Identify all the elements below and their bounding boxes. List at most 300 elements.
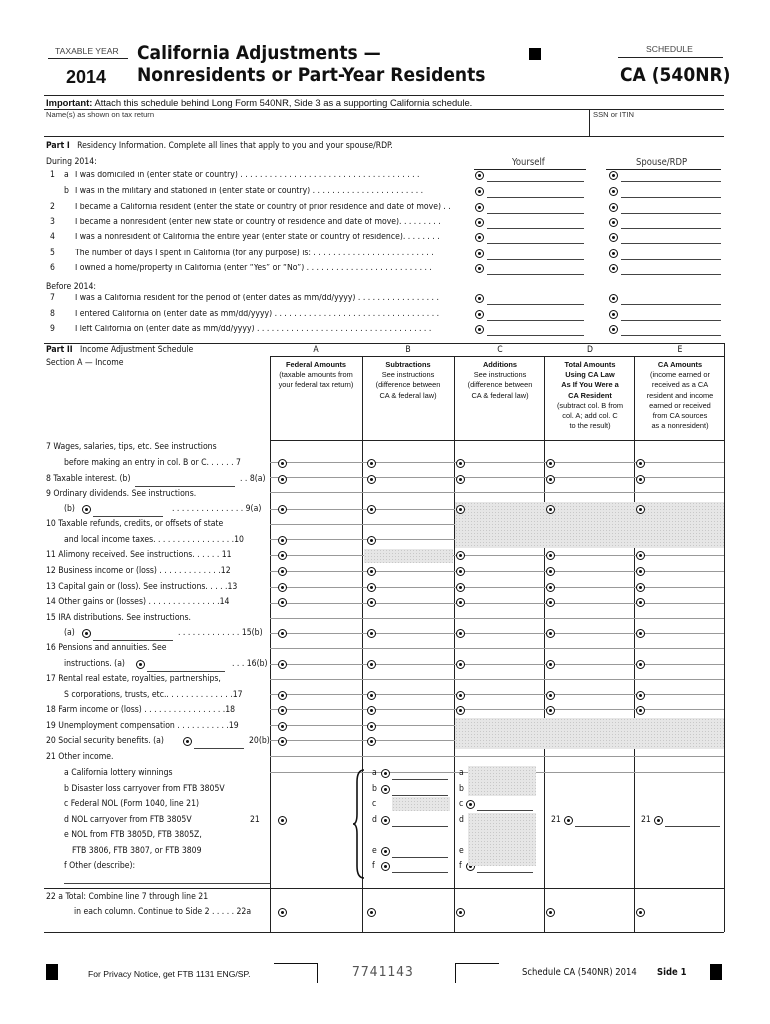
column-c-heading-line: (difference between <box>467 380 533 390</box>
line21-sub-label: d NOL carryover from FTB 3805V <box>64 815 192 825</box>
col-e-line8-field[interactable] <box>647 473 723 487</box>
column-c-heading-line: Additions <box>482 360 518 369</box>
col-a-line15-field[interactable] <box>289 627 365 641</box>
col-a-line20-field[interactable] <box>289 735 365 749</box>
col-c-line7-field[interactable] <box>467 457 543 471</box>
col-header-bottom-rule <box>270 440 724 441</box>
column-e-heading-line: earned or received <box>649 400 711 410</box>
col-c-line8-field[interactable] <box>467 473 543 487</box>
col-a-line8-field[interactable] <box>289 473 365 487</box>
part1-line-text: I was in the military and stationed in (enter state or country) . . . . . . . . . . . . . . . . . . . . . . . <box>75 187 424 196</box>
col-a-marker-icon <box>278 598 287 607</box>
shaded-na-block <box>392 797 450 811</box>
spouse-entry-field[interactable] <box>621 243 721 244</box>
col-c-line11-field[interactable] <box>467 549 543 563</box>
col-a-line9-field[interactable] <box>289 503 365 517</box>
col-d-marker-icon <box>546 706 555 715</box>
col-c-line16-field[interactable] <box>467 658 543 672</box>
column-b-heading-line: (difference between <box>375 380 441 390</box>
col-d-marker-icon <box>564 816 573 825</box>
col-b-line21-sub-letter: d <box>372 815 377 825</box>
column-a-heading-line: your federal tax return) <box>278 380 354 390</box>
section-a-label: Section A — Income <box>46 358 124 368</box>
col-b-marker-icon <box>367 629 376 638</box>
row-rule <box>270 492 724 493</box>
spouse-entry-field[interactable] <box>621 181 721 182</box>
column-divider <box>634 356 635 932</box>
column-d-letter: D <box>587 345 593 355</box>
column-divider <box>270 356 271 932</box>
column-divider <box>454 356 455 932</box>
col-d-line21-ref: 21 <box>551 815 561 825</box>
col-c-marker-icon <box>456 691 465 700</box>
part1-line-text: I owned a home/property in California (enter “Yes” or “No”) . . . . . . . . . . . . . . . . . . . . . . . . . . <box>75 264 432 273</box>
col-e-line21-field[interactable] <box>665 826 720 827</box>
ssn-field[interactable] <box>592 121 720 135</box>
yourself-entry-field[interactable] <box>487 304 584 305</box>
col-d-line12-field[interactable] <box>557 565 633 579</box>
yourself-entry-marker-icon <box>475 218 484 227</box>
part1-title: Residency Information. Complete all lines that apply to you and your spouse/RDP. <box>77 141 393 151</box>
col-a-line14-field[interactable] <box>289 596 365 610</box>
line21f-describe-field[interactable] <box>64 883 270 884</box>
col-a-line11-field[interactable] <box>289 549 365 563</box>
yourself-entry-field[interactable] <box>487 335 584 336</box>
col-b-marker-icon <box>381 847 390 856</box>
col-a-marker-icon <box>278 505 287 514</box>
yourself-entry-marker-icon <box>475 310 484 319</box>
col-c-line21-sub-letter: a <box>459 768 464 778</box>
col-e-marker-icon <box>636 551 645 560</box>
col-e-marker-icon <box>636 583 645 592</box>
col-a-marker-icon <box>278 737 287 746</box>
col-b-line7-field[interactable] <box>378 457 454 471</box>
yourself-entry-field[interactable] <box>487 197 584 198</box>
col-b-line21-sub-letter: a <box>372 768 377 778</box>
line16a-label: instructions. (a) <box>64 659 125 669</box>
yourself-entry-field[interactable] <box>487 228 584 229</box>
col-b-marker-icon <box>367 505 376 514</box>
col-d-line14-field[interactable] <box>557 596 633 610</box>
col-b-marker-icon <box>367 459 376 468</box>
col-a-marker-icon <box>278 691 287 700</box>
col-b-line15-field[interactable] <box>378 627 454 641</box>
col-c-marker-icon <box>456 706 465 715</box>
col-a-marker-icon <box>278 536 287 545</box>
line9b-field[interactable] <box>93 516 163 517</box>
col-c-line22-field[interactable] <box>467 906 543 920</box>
row-rule <box>270 618 724 619</box>
col-d-marker-icon <box>546 660 555 669</box>
col-b-line21-field[interactable] <box>392 826 448 827</box>
line9b-label: (b) <box>64 504 75 514</box>
yourself-entry-marker-icon <box>475 325 484 334</box>
column-d-heading-line: CA Resident <box>568 390 612 400</box>
col-a-line12-field[interactable] <box>289 565 365 579</box>
col-c-marker-icon <box>456 475 465 484</box>
col-b-line21-field[interactable] <box>392 872 448 873</box>
col-e-line13-field[interactable] <box>647 581 723 595</box>
col-c-line21-field[interactable] <box>477 810 533 811</box>
line15b-ref: . . . . . . . . . . . . . 15(b) <box>178 628 263 638</box>
col-spouse-label: Spouse/RDP <box>636 157 688 168</box>
column-b-heading-line: See instructions <box>381 370 435 380</box>
col-c-line14-field[interactable] <box>467 596 543 610</box>
spouse-entry-field[interactable] <box>621 259 721 260</box>
col-b-line10-field[interactable] <box>378 534 454 548</box>
col-c-marker-icon <box>456 598 465 607</box>
names-label: Name(s) as shown on tax return <box>46 110 155 119</box>
col-a-marker-icon <box>278 816 287 825</box>
line10-label-cont: and local income taxes. . . . . . . . . . . . . . . . .10 <box>64 535 244 545</box>
part1-line-number: 5 <box>50 248 55 258</box>
col-e-marker-icon <box>636 475 645 484</box>
col-d-line7-field[interactable] <box>557 457 633 471</box>
col-b-line9-field[interactable] <box>378 503 454 517</box>
col-b-marker-icon <box>381 785 390 794</box>
line21-sub-label: c Federal NOL (Form 1040, line 21) <box>64 799 199 809</box>
col-a-marker-icon <box>278 629 287 638</box>
col-c-line9-field[interactable] <box>467 503 543 517</box>
spouse-entry-field[interactable] <box>621 213 721 214</box>
col-yourself-label: Yourself <box>512 157 545 168</box>
yourself-entry-field[interactable] <box>487 320 584 321</box>
line8-label: 8 Taxable interest. (b) <box>46 474 131 484</box>
column-b-letter: B <box>405 345 411 355</box>
yourself-entry-field[interactable] <box>487 274 584 275</box>
yourself-entry-marker-icon <box>475 171 484 180</box>
registration-mark <box>529 48 541 60</box>
col-c-line17-field[interactable] <box>467 689 543 703</box>
part1-line-text: I became a California resident (enter the state or country of prior residence and date of move) . . <box>75 203 451 212</box>
part1-line-number: 8 <box>50 309 55 319</box>
col-e-marker-icon <box>654 816 663 825</box>
line9b-marker-icon <box>82 505 91 514</box>
col-c-marker-icon <box>456 583 465 592</box>
line20a-field[interactable] <box>194 748 244 749</box>
line9-label: 9 Ordinary dividends. See instructions. <box>46 489 197 499</box>
part2-heading <box>46 346 193 355</box>
col-e-line22-field[interactable] <box>647 906 723 920</box>
line16a-marker-icon <box>136 660 145 669</box>
col-e-line12-field[interactable] <box>647 565 723 579</box>
spouse-entry-field[interactable] <box>621 335 721 336</box>
scan-bracket-right <box>455 963 499 983</box>
col-d-line15-field[interactable] <box>557 627 633 641</box>
spouse-header-rule <box>606 169 721 170</box>
col-d-line9-field[interactable] <box>557 503 633 517</box>
col-d-line22-field[interactable] <box>557 906 633 920</box>
col-d-marker-icon <box>546 691 555 700</box>
col-c-line15-field[interactable] <box>467 627 543 641</box>
names-bottom-rule <box>44 136 724 137</box>
line21-sub-label: a California lottery winnings <box>64 768 173 778</box>
column-c-letter: C <box>497 345 503 355</box>
part1-line-number: 7 <box>50 293 55 303</box>
yourself-entry-field[interactable] <box>487 213 584 214</box>
ssn-label: SSN or ITIN <box>593 110 634 119</box>
col-c-marker-icon <box>456 505 465 514</box>
part1-heading <box>46 142 393 151</box>
part2-top-rule <box>44 343 724 344</box>
line21e-label-cont: FTB 3806, FTB 3807, or FTB 3809 <box>72 846 202 856</box>
yourself-entry-field[interactable] <box>487 243 584 244</box>
col-b-line22-field[interactable] <box>378 906 454 920</box>
col-c-marker-icon <box>456 660 465 669</box>
col-b-line16-field[interactable] <box>378 658 454 672</box>
col-e-marker-icon <box>636 629 645 638</box>
line16-label: 16 Pensions and annuities. See <box>46 643 167 653</box>
yourself-entry-marker-icon <box>475 233 484 242</box>
col-b-marker-icon <box>367 691 376 700</box>
part1-line-number: 3 <box>50 217 55 227</box>
col-e-line17-field[interactable] <box>647 689 723 703</box>
col-e-line16-field[interactable] <box>647 658 723 672</box>
col-e-line7-field[interactable] <box>647 457 723 471</box>
col-c-line13-field[interactable] <box>467 581 543 595</box>
line7-label: 7 Wages, salaries, tips, etc. See instructions <box>46 442 217 452</box>
part1-line-text: I was a nonresident of California the entire year (enter state or country of residence). . . . . . . . <box>75 233 440 242</box>
col-d-marker-icon <box>546 475 555 484</box>
col-b-line8-field[interactable] <box>378 473 454 487</box>
row-rule <box>270 648 724 649</box>
col-d-line11-field[interactable] <box>557 549 633 563</box>
col-d-line18-field[interactable] <box>557 704 633 718</box>
footer-mark-right <box>710 964 722 980</box>
col-b-line13-field[interactable] <box>378 581 454 595</box>
column-a-heading-line: Federal Amounts <box>285 360 347 369</box>
part2-title: Income Adjustment Schedule <box>79 345 194 355</box>
spouse-entry-marker-icon <box>609 203 618 212</box>
col-b-marker-icon <box>367 737 376 746</box>
col-e-line18-field[interactable] <box>647 704 723 718</box>
yourself-entry-field[interactable] <box>487 259 584 260</box>
col-b-line18-field[interactable] <box>378 704 454 718</box>
col-a-marker-icon <box>278 475 287 484</box>
line21-sub-label: b Disaster loss carryover from FTB 3805V <box>64 784 225 794</box>
col-a-line7-field[interactable] <box>289 457 365 471</box>
col-a-line22-field[interactable] <box>289 906 365 920</box>
col-b-line14-field[interactable] <box>378 596 454 610</box>
column-d-heading-line: As If You Were a <box>561 380 619 390</box>
column-d-heading-line: to the result) <box>569 421 611 431</box>
col-e-marker-icon <box>636 706 645 715</box>
line7-label-cont: before making an entry in col. B or C. . . . . . 7 <box>64 458 241 468</box>
line12-label: 12 Business income or (loss) . . . . . . . . . . . . .12 <box>46 566 231 576</box>
col-e-line15-field[interactable] <box>647 627 723 641</box>
part1-line-number: 1 <box>50 170 55 180</box>
col-c-marker-icon <box>456 459 465 468</box>
column-e-heading-line: (income earned or <box>650 370 710 380</box>
part1-line-number: 2 <box>50 202 55 212</box>
spouse-entry-field[interactable] <box>621 197 721 198</box>
schedule-label: SCHEDULE <box>646 44 693 54</box>
before-label: Before 2014: <box>46 282 96 292</box>
yourself-entry-marker-icon <box>475 203 484 212</box>
col-d-marker-icon <box>546 459 555 468</box>
col-e-marker-icon <box>636 908 645 917</box>
col-c-line18-field[interactable] <box>467 704 543 718</box>
privacy-notice: For Privacy Notice, get FTB 1131 ENG/SP. <box>88 969 251 979</box>
col-a-line17-field[interactable] <box>289 689 365 703</box>
important-note <box>46 98 472 107</box>
line17-label-cont: S corporations, trusts, etc.. . . . . . . . . . . . . .17 <box>64 690 243 700</box>
part2-bottom-rule <box>44 932 724 933</box>
col-a-line13-field[interactable] <box>289 581 365 595</box>
line8a-ref: . . 8(a) <box>240 474 266 484</box>
col-c-line21-sub-letter: b <box>459 784 464 794</box>
column-c-heading-line: CA & federal law) <box>471 390 529 400</box>
column-e-heading-line: from CA sources <box>652 411 708 420</box>
line8b-field[interactable] <box>135 486 235 487</box>
col-c-marker-icon <box>456 629 465 638</box>
col-a-marker-icon <box>278 551 287 560</box>
col-d-line8-field[interactable] <box>557 473 633 487</box>
yourself-entry-field[interactable] <box>487 181 584 182</box>
col-b-line21-sub-letter: c <box>372 799 377 809</box>
col-a-line16-field[interactable] <box>289 658 365 672</box>
spouse-entry-field[interactable] <box>621 304 721 305</box>
col-e-line9-field[interactable] <box>647 503 723 517</box>
year-divider <box>48 58 128 59</box>
col-b-line19-field[interactable] <box>378 720 454 734</box>
spouse-entry-field[interactable] <box>621 228 721 229</box>
col-a-marker-icon <box>278 567 287 576</box>
col-b-line21-field[interactable] <box>392 795 448 796</box>
col-b-line21-field[interactable] <box>392 779 448 780</box>
line20a-marker-icon <box>183 737 192 746</box>
col-c-marker-icon <box>456 551 465 560</box>
line16b-ref: . . . 16(b) <box>232 659 268 669</box>
col-a-marker-icon <box>278 660 287 669</box>
line21-sub-label: f Other (describe): <box>64 861 136 871</box>
spouse-entry-field[interactable] <box>621 320 721 321</box>
col-d-line17-field[interactable] <box>557 689 633 703</box>
col-e-marker-icon <box>636 598 645 607</box>
column-e-letter: E <box>677 345 683 355</box>
column-d-heading-line: Using CA Law <box>565 370 615 380</box>
schedule-divider <box>618 57 723 58</box>
line21-ref: 21 <box>250 815 260 825</box>
col-a-line21-field[interactable] <box>289 814 359 828</box>
col-d-marker-icon <box>546 567 555 576</box>
part1-line-number: 4 <box>50 232 55 242</box>
col-a-line10-field[interactable] <box>289 534 365 548</box>
part1-line-number: 9 <box>50 324 55 334</box>
col-c-line21-field[interactable] <box>477 872 533 873</box>
line17-label: 17 Rental real estate, royalties, partnerships, <box>46 674 221 684</box>
col-b-marker-icon <box>367 706 376 715</box>
part1-line-text: I was domiciled in (enter state or country) . . . . . . . . . . . . . . . . . . . . . . . . . . . . . . . . . . . . . <box>75 171 420 180</box>
col-b-line20-field[interactable] <box>378 735 454 749</box>
col-d-marker-icon <box>546 551 555 560</box>
col-a-marker-icon <box>278 722 287 731</box>
yourself-entry-marker-icon <box>475 187 484 196</box>
spouse-entry-marker-icon <box>609 187 618 196</box>
column-d-heading-line: (subtract col. B from <box>556 400 624 410</box>
right-border <box>724 343 725 932</box>
spouse-entry-marker-icon <box>609 264 618 273</box>
col-b-marker-icon <box>381 816 390 825</box>
col-e-line11-field[interactable] <box>647 549 723 563</box>
col-b-marker-icon <box>367 536 376 545</box>
col-c-line12-field[interactable] <box>467 565 543 579</box>
line22-top-rule <box>44 888 724 889</box>
col-b-marker-icon <box>381 862 390 871</box>
part1-line-text: I left California on (enter date as mm/dd/yyyy) . . . . . . . . . . . . . . . . . . . . . . . . . . . . . . . . . . . . <box>75 325 432 334</box>
col-e-line14-field[interactable] <box>647 596 723 610</box>
taxable-year-label: TAXABLE YEAR <box>55 46 119 56</box>
col-b-line17-field[interactable] <box>378 689 454 703</box>
column-a-heading-line: (taxable amounts from <box>279 370 353 380</box>
col-b-line12-field[interactable] <box>378 565 454 579</box>
column-d-heading-line: Total Amounts <box>564 360 616 369</box>
during-label: During 2014: <box>46 157 97 167</box>
yourself-header-rule <box>474 169 586 170</box>
col-d-marker-icon <box>546 629 555 638</box>
shaded-na-block <box>468 813 536 866</box>
line15-label: 15 IRA distributions. See instructions. <box>46 613 191 623</box>
important-label: Important: <box>46 97 93 108</box>
col-c-line21-sub-letter: d <box>459 815 464 825</box>
col-b-marker-icon <box>367 722 376 731</box>
col-a-marker-icon <box>278 908 287 917</box>
line9a-ref: . . . . . . . . . . . . . . . 9(a) <box>172 504 262 514</box>
spouse-entry-field[interactable] <box>621 274 721 275</box>
row-rule <box>270 679 724 680</box>
tax-year: 2014 <box>66 67 107 87</box>
col-b-marker-icon <box>367 660 376 669</box>
footer-mark-left <box>46 964 58 980</box>
line20-label: 20 Social security benefits. (a) <box>46 736 164 746</box>
col-d-line16-field[interactable] <box>557 658 633 672</box>
line19-label: 19 Unemployment compensation . . . . . . . . . . .19 <box>46 721 239 731</box>
col-b-marker-icon <box>367 598 376 607</box>
line20b-ref: 20(b) <box>249 736 270 746</box>
col-c-line21-sub-letter: e <box>459 846 464 856</box>
spouse-entry-marker-icon <box>609 171 618 180</box>
col-d-line21-field[interactable] <box>575 826 630 827</box>
col-c-marker-icon <box>466 800 475 809</box>
column-divider <box>544 356 545 932</box>
col-a-line18-field[interactable] <box>289 704 365 718</box>
col-e-marker-icon <box>636 691 645 700</box>
col-e-marker-icon <box>636 567 645 576</box>
part1-line-text: The number of days I spent in California (for any purpose) is: . . . . . . . . . . . . . . . . . . . . . . . . . <box>75 249 434 258</box>
col-b-marker-icon <box>367 583 376 592</box>
col-b-line21-sub-letter: f <box>372 861 375 871</box>
col-d-marker-icon <box>546 598 555 607</box>
col-b-line21-field[interactable] <box>392 857 448 858</box>
line21-brace <box>352 768 366 880</box>
important-text: Attach this schedule behind Long Form 540NR, Side 3 as a supporting California schedule. <box>94 97 473 108</box>
col-a-line19-field[interactable] <box>289 720 365 734</box>
column-a-letter: A <box>313 345 319 355</box>
col-a-marker-icon <box>278 706 287 715</box>
names-field[interactable] <box>46 121 586 135</box>
line16a-field[interactable] <box>147 671 225 672</box>
line22-label-cont: in each column. Continue to Side 2 . . . . . 22a <box>74 907 252 917</box>
col-d-line13-field[interactable] <box>557 581 633 595</box>
column-e-heading-line: resident and income <box>646 390 714 400</box>
col-e-marker-icon <box>636 660 645 669</box>
part2-label: Part II <box>46 345 73 355</box>
col-b-line21-sub-letter: e <box>372 846 377 856</box>
line15a-field[interactable] <box>93 640 173 641</box>
spouse-entry-marker-icon <box>609 249 618 258</box>
col-b-marker-icon <box>367 908 376 917</box>
footer-schedule: Schedule CA (540NR) 2014 <box>522 967 637 978</box>
